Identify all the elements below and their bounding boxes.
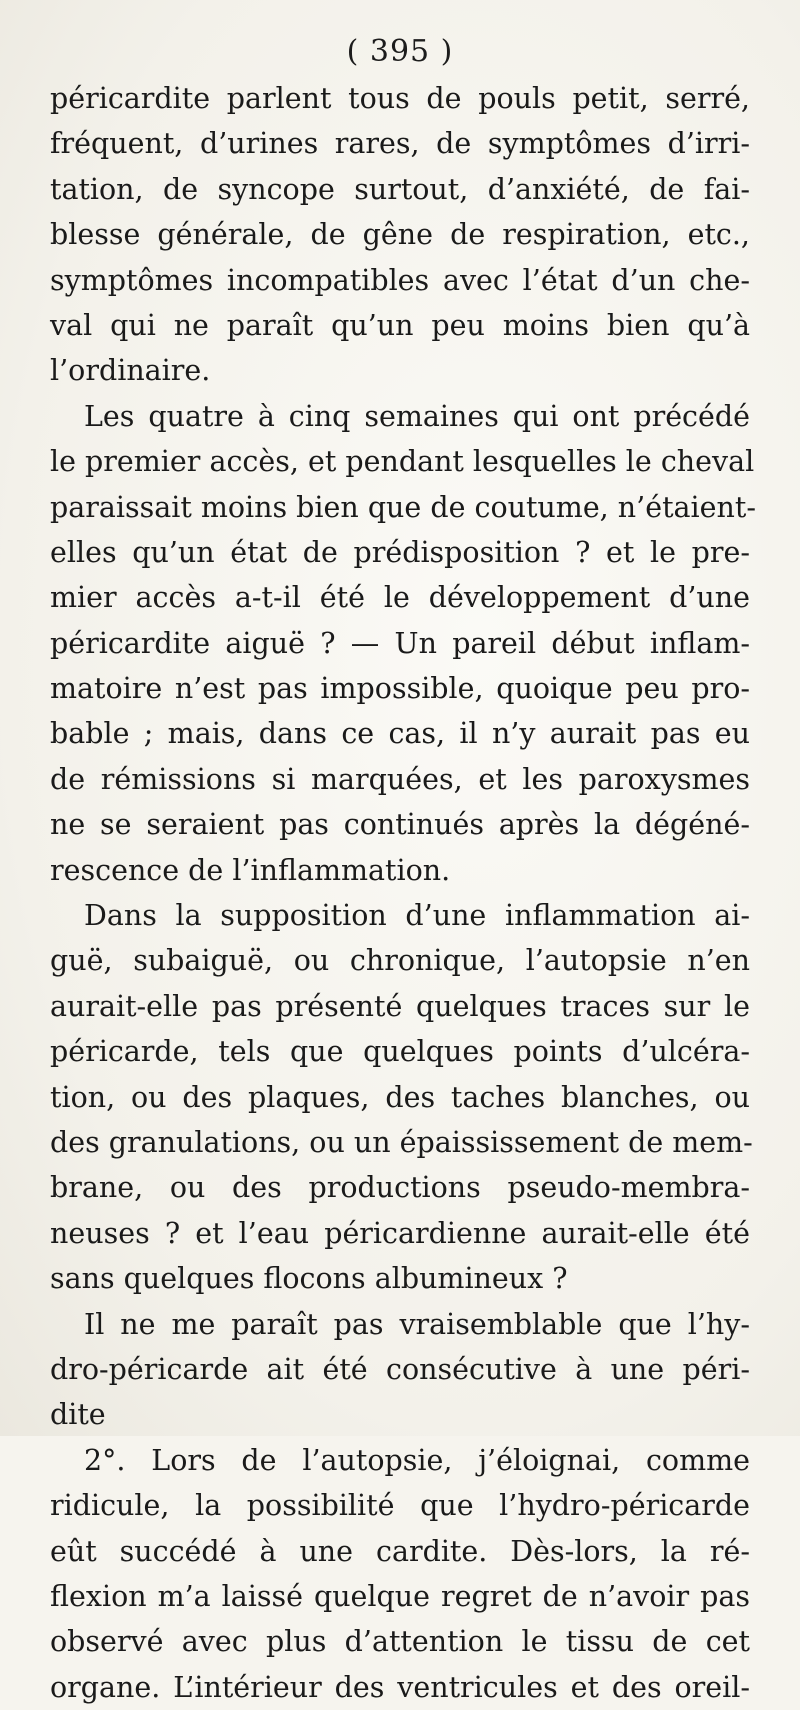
text-line: brane, ou des productions pseudo-membra-: [50, 1171, 750, 1205]
text-line: 2°. Lors de l’autopsie, j’éloignai, comme: [84, 1443, 750, 1477]
text-line: ridicule, la possibilité que l’hydro-péricarde: [50, 1489, 750, 1523]
text-line: symptômes incompatibles avec l’état d’un che-: [50, 263, 750, 297]
text-line: eût succédé à une cardite. Dès-lors, la ré-: [50, 1534, 750, 1568]
text-line: organe. L’intérieur des ventricules et des oreil-: [50, 1670, 750, 1704]
text-line: l’ordinaire.: [50, 354, 211, 388]
text-line: tion, ou des plaques, des taches blanches, ou: [50, 1080, 750, 1114]
text-line: Il ne me paraît pas vraisemblable que l’hy-: [84, 1307, 750, 1341]
text-line: dro-péricarde ait été consécutive à une péri-: [50, 1352, 750, 1386]
text-line: mier accès a-t-il été le développement d’une: [50, 581, 750, 615]
text-line: de rémissions si marquées, et les paroxysmes: [50, 762, 750, 796]
text-line: blesse générale, de gêne de respiration, etc.,: [50, 218, 750, 252]
text-line: péricarde, tels que quelques points d’ulcéra-: [50, 1035, 750, 1069]
text-line: bable ; mais, dans ce cas, il n’y aurait pas eu: [50, 717, 750, 751]
text-line: paraissait moins bien que de coutume, n’étaient-: [50, 490, 756, 524]
text-line: Les quatre à cinq semaines qui ont précédé: [84, 399, 750, 433]
text-line: des granulations, ou un épaississement de mem-: [50, 1125, 753, 1159]
text-line: Dans la supposition d’une inflammation ai-: [84, 899, 750, 933]
text-line: guë, subaiguë, ou chronique, l’autopsie n’en: [50, 944, 750, 978]
text-line: dite: [50, 1398, 106, 1432]
body-text: [50, 76, 756, 1710]
text-line: fréquent, d’urines rares, de symptômes d’irri-: [50, 127, 750, 161]
text-line: val qui ne paraît qu’un peu moins bien qu’à: [50, 308, 750, 342]
text-line: elles qu’un état de prédisposition ? et le pre-: [50, 535, 750, 569]
text-line: rescence de l’inflammation.: [50, 853, 451, 887]
page-number: ( 395 ): [346, 34, 454, 69]
text-line: neuses ? et l’eau péricardienne aurait-elle été: [50, 1216, 750, 1250]
text-line: sans quelques flocons albumineux ?: [50, 1262, 568, 1296]
text-line: péricardite parlent tous de pouls petit, serré,: [50, 82, 750, 115]
text-line: tation, de syncope surtout, d’anxiété, de fai-: [50, 172, 750, 206]
text-line: péricardite aiguë ? — Un pareil début inflam-: [50, 626, 750, 660]
text-line: ne se seraient pas continués après la dégéné-: [50, 808, 750, 842]
text-line: matoire n’est pas impossible, quoique peu pro-: [50, 672, 750, 706]
text-line: aurait-elle pas présenté quelques traces sur le: [50, 989, 750, 1023]
text-line: flexion m’a laissé quelque regret de n’avoir pas: [50, 1579, 750, 1613]
text-line: observé avec plus d’attention le tissu de cet: [50, 1625, 750, 1659]
text-line: le premier accès, et pendant lesquelles le cheval: [50, 445, 755, 479]
